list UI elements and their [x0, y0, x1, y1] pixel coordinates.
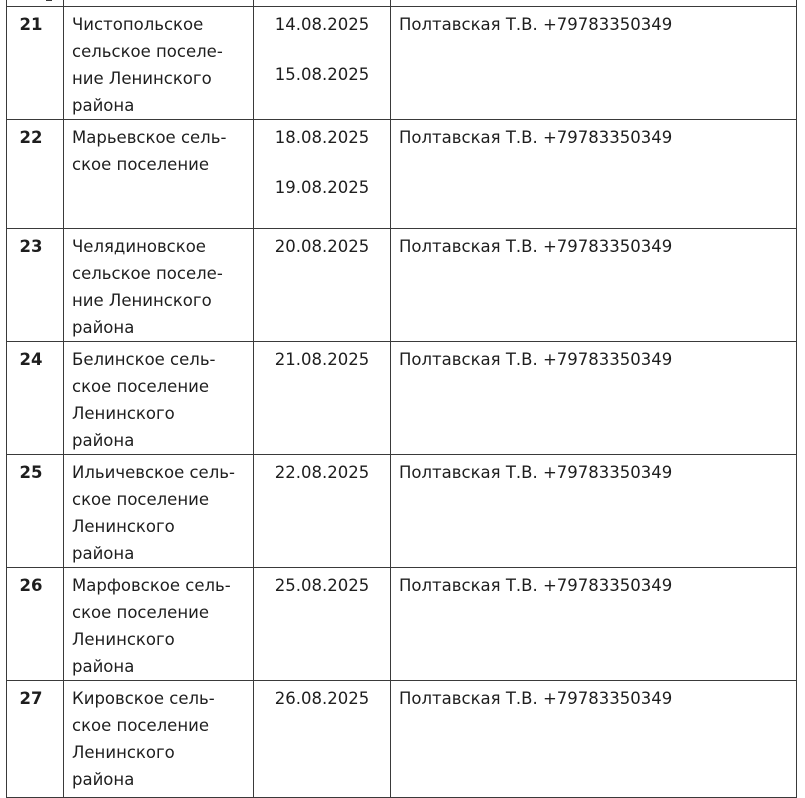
row-number: 21	[19, 15, 43, 34]
settlement-name-line: Челядиновское	[72, 237, 206, 256]
settlement-name-line: района	[72, 318, 135, 337]
settlement-name-cell	[64, 229, 254, 342]
visit-date: 19.08.2025	[274, 178, 370, 197]
row-number-cell	[7, 7, 64, 120]
visit-date: 21.08.2025	[274, 350, 370, 369]
settlement-name-cell	[64, 568, 254, 681]
table-row	[7, 229, 797, 342]
settlement-name-cell	[64, 681, 254, 798]
visit-date: 14.08.2025	[274, 15, 370, 34]
date-cell	[254, 568, 391, 681]
table-row	[7, 342, 797, 455]
settlement-name-line: района	[72, 770, 135, 789]
visit-dates	[254, 681, 390, 712]
visit-dates	[254, 7, 390, 88]
contact-cell	[391, 342, 797, 455]
contact-cell	[391, 7, 797, 120]
settlement-name-line: сельское поселе-	[72, 42, 223, 61]
settlement-name-line: Ленинского	[72, 517, 175, 536]
date-cell	[254, 342, 391, 455]
settlement-name-line: Чистопольское	[72, 15, 204, 34]
settlement-name-line: ское поселение	[72, 155, 209, 174]
visit-date: 25.08.2025	[274, 576, 370, 595]
settlement-name-line: района	[72, 544, 135, 563]
settlement-name-line: ние Ленинского	[72, 69, 212, 88]
date-cell	[254, 681, 391, 798]
contact-person-phone: Полтавская Т.В. +79783350349	[399, 576, 673, 595]
table-row	[7, 568, 797, 681]
settlement-name-line: Ленинского	[72, 630, 175, 649]
table-row	[7, 455, 797, 568]
settlement-name-cell	[64, 7, 254, 120]
table-row	[7, 7, 797, 120]
table-row	[7, 120, 797, 229]
schedule-table	[6, 0, 797, 798]
contact-cell	[391, 681, 797, 798]
contact-person-phone: Полтавская Т.В. +79783350349	[399, 237, 673, 256]
row-number-cell	[7, 342, 64, 455]
visit-date: 26.08.2025	[274, 689, 370, 708]
settlement-name	[64, 342, 253, 454]
visit-dates	[254, 229, 390, 260]
settlement-name-cell	[64, 120, 254, 229]
row-number-cell	[7, 229, 64, 342]
schedule-table-body	[7, 0, 797, 798]
settlement-name-line: Ленинского	[72, 743, 175, 762]
settlement-name	[64, 455, 253, 567]
settlement-name-line: Ильичевское сель-	[72, 463, 235, 482]
contact-person-phone: Полтавская Т.В. +79783350349	[399, 689, 673, 708]
visit-dates	[254, 455, 390, 486]
settlement-name-line: Белинское сель-	[72, 350, 216, 369]
settlement-name-line: ние Ленинского	[72, 291, 212, 310]
date-cell	[254, 7, 391, 120]
visit-date: 22.08.2025	[274, 463, 370, 482]
contact-person-phone: Полтавская Т.В. +79783350349	[399, 15, 673, 34]
visit-dates	[254, 342, 390, 373]
contact-cell	[391, 568, 797, 681]
date-cell	[254, 455, 391, 568]
row-number: 27	[19, 689, 43, 708]
settlement-name-cell	[64, 342, 254, 455]
contact-cell	[391, 120, 797, 229]
settlement-name-line: района	[72, 657, 135, 676]
row-number: 23	[19, 237, 43, 256]
visit-dates	[254, 120, 390, 201]
row-number-cell	[7, 120, 64, 229]
date-cell	[254, 120, 391, 229]
settlement-name	[64, 120, 253, 178]
settlement-name-line: ское поселение	[72, 603, 209, 622]
settlement-name-cell	[64, 455, 254, 568]
row-number: 25	[19, 463, 43, 482]
row-number-cell	[7, 568, 64, 681]
date-cell	[254, 229, 391, 342]
settlement-name-line: Марьевское сель-	[72, 128, 227, 147]
settlement-name	[64, 229, 253, 341]
settlement-name-line: Марфовское сель-	[72, 576, 231, 595]
settlement-name-line: района	[72, 431, 135, 450]
settlement-name	[64, 568, 253, 680]
table-row	[7, 681, 797, 798]
settlement-name	[64, 681, 253, 793]
visit-dates	[254, 568, 390, 599]
row-number: 24	[19, 350, 43, 369]
settlement-name-line: Ленинского	[72, 404, 175, 423]
row-number: 26	[19, 576, 43, 595]
contact-cell	[391, 229, 797, 342]
visit-date: 20.08.2025	[274, 237, 370, 256]
contact-person-phone: Полтавская Т.В. +79783350349	[399, 128, 673, 147]
settlement-name-line: ское поселение	[72, 490, 209, 509]
settlement-name-line: Кировское сель-	[72, 689, 215, 708]
contact-cell	[391, 455, 797, 568]
row-number-cell	[7, 455, 64, 568]
settlement-name-line: ское поселение	[72, 377, 209, 396]
visit-date: 15.08.2025	[274, 65, 370, 84]
settlement-name	[64, 7, 253, 119]
row-number-cell	[7, 681, 64, 798]
contact-person-phone: Полтавская Т.В. +79783350349	[399, 463, 673, 482]
row-number: 22	[19, 128, 43, 147]
settlement-name-line: района	[72, 96, 135, 115]
previous-row-text-fragment	[46, 0, 52, 1]
visit-date: 18.08.2025	[274, 128, 370, 147]
settlement-name-line: ское поселение	[72, 716, 209, 735]
contact-person-phone: Полтавская Т.В. +79783350349	[399, 350, 673, 369]
settlement-name-line: сельское поселе-	[72, 264, 223, 283]
